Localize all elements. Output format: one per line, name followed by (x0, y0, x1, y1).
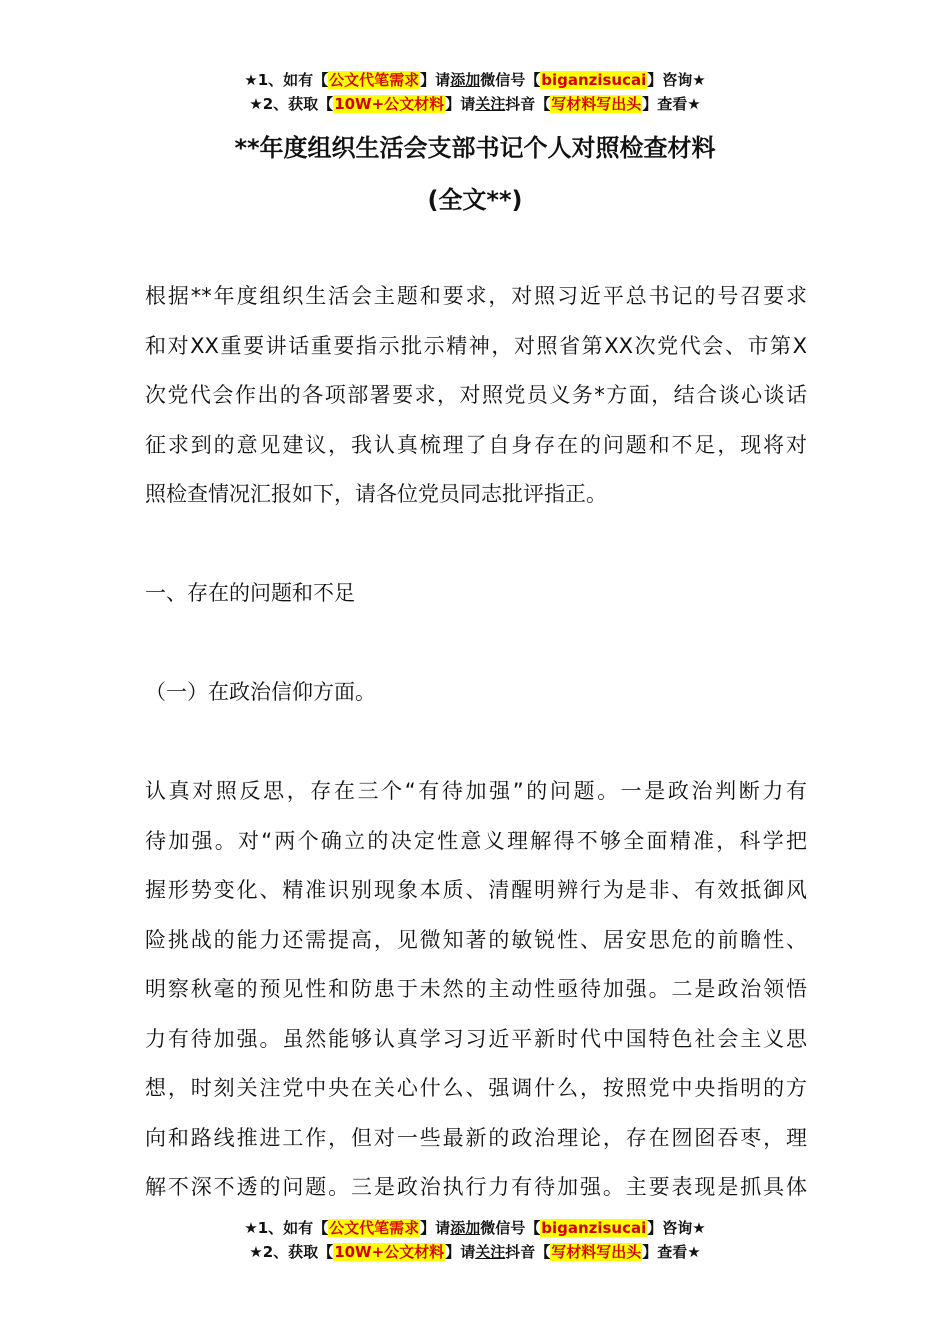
promo-line-1 (0, 68, 950, 92)
subsection-heading: （一）在政治信仰方面。 (145, 680, 376, 704)
header-promo-banner (0, 68, 950, 116)
paragraph-line: 待加强。对“两个确立的决定性意义理解得不够全面精准，科学把 (145, 828, 807, 853)
promo-text: 】咨询★ (647, 1219, 706, 1237)
paragraph-line: 解不深不透的问题。三是政治执行力有待加强。主要表现是抓具体 (145, 1175, 807, 1199)
footer-promo-banner (0, 1216, 950, 1264)
promo-wechat-id: biganzisucai (541, 1219, 647, 1237)
intro-paragraph (145, 272, 807, 520)
paragraph-line: 和对XX重要讲话重要指示批示精神，对照省第XX次党代会、市第X (145, 333, 807, 358)
paragraph-line: 握形势变化、精准识别现象本质、清醒明辨行为是非、有效抵御风 (145, 878, 807, 902)
promo-line-1 (0, 1216, 950, 1240)
promo-text: 抖音【 (505, 95, 551, 113)
promo-text: 】请 (445, 95, 476, 113)
paragraph-line: 明察秋毫的预见性和防患于未然的主动性亟待加强。二是政治领悟 (145, 977, 807, 1001)
promo-underlined-text: 添加 (450, 71, 481, 89)
section-heading: 一、存在的问题和不足 (145, 581, 355, 605)
paragraph-line: 力有待加强。虽然能够认真学习习近平新时代中国特色社会主义思 (145, 1026, 807, 1051)
promo-text: ★1、如有【 (244, 1219, 329, 1237)
promo-highlight: 10W+公文材料 (334, 95, 445, 113)
promo-line-2 (0, 92, 950, 116)
paragraph-line: 根据**年度组织生活会主题和要求，对照习近平总书记的号召要求 (145, 284, 807, 308)
paragraph-line: 征求到的意见建议，我认真梳理了自身存在的问题和不足，现将对 (145, 432, 807, 457)
body-paragraph (145, 767, 807, 1213)
promo-text: 】查看★ (642, 1243, 701, 1261)
document-subtitle: (全文**) (427, 186, 523, 214)
promo-text: 抖音【 (505, 1243, 551, 1261)
promo-underlined-text: 添加 (450, 1219, 481, 1237)
promo-text: 】咨询★ (647, 71, 706, 89)
promo-line-2 (0, 1240, 950, 1264)
paragraph-line: 认真对照反思，存在三个“有待加强”的问题。一是政治判断力有 (145, 779, 807, 803)
promo-highlight: 10W+公文材料 (334, 1243, 445, 1261)
promo-douyin-id: 写材料写出头 (551, 1243, 642, 1261)
document-title: **年度组织生活会支部书记个人对照检查材料 (234, 134, 716, 162)
promo-highlight: 公文代笔需求 (329, 1219, 420, 1237)
paragraph-line: 向和路线推进工作，但对一些最新的政治理论，存在囫囵吞枣，理 (145, 1125, 807, 1150)
promo-text: ★1、如有【 (244, 71, 329, 89)
promo-highlight: 公文代笔需求 (329, 71, 420, 89)
promo-text: 】查看★ (642, 95, 701, 113)
paragraph-line: 次党代会作出的各项部署要求，对照党员义务*方面，结合谈心谈话 (145, 383, 807, 407)
promo-text: 】请 (445, 1243, 476, 1261)
promo-douyin-id: 写材料写出头 (551, 95, 642, 113)
promo-wechat-id: biganzisucai (541, 71, 647, 89)
paragraph-line: 照检查情况汇报如下，请各位党员同志批评指正。 (145, 482, 607, 506)
promo-underlined-text: 关注 (475, 1243, 506, 1261)
promo-underlined-text: 关注 (475, 95, 506, 113)
promo-text: 】请 (420, 71, 451, 89)
promo-text: 】请 (420, 1219, 451, 1237)
promo-text: ★2、获取【 (249, 95, 334, 113)
promo-text: ★2、获取【 (249, 1243, 334, 1261)
promo-text: 微信号【 (480, 71, 541, 89)
paragraph-line: 险挑战的能力还需提高，见微知著的敏锐性、居安思危的前瞻性、 (145, 927, 807, 952)
promo-text: 微信号【 (480, 1219, 541, 1237)
paragraph-line: 想，时刻关注党中央在关心什么、强调什么，按照党中央指明的方 (145, 1076, 807, 1100)
